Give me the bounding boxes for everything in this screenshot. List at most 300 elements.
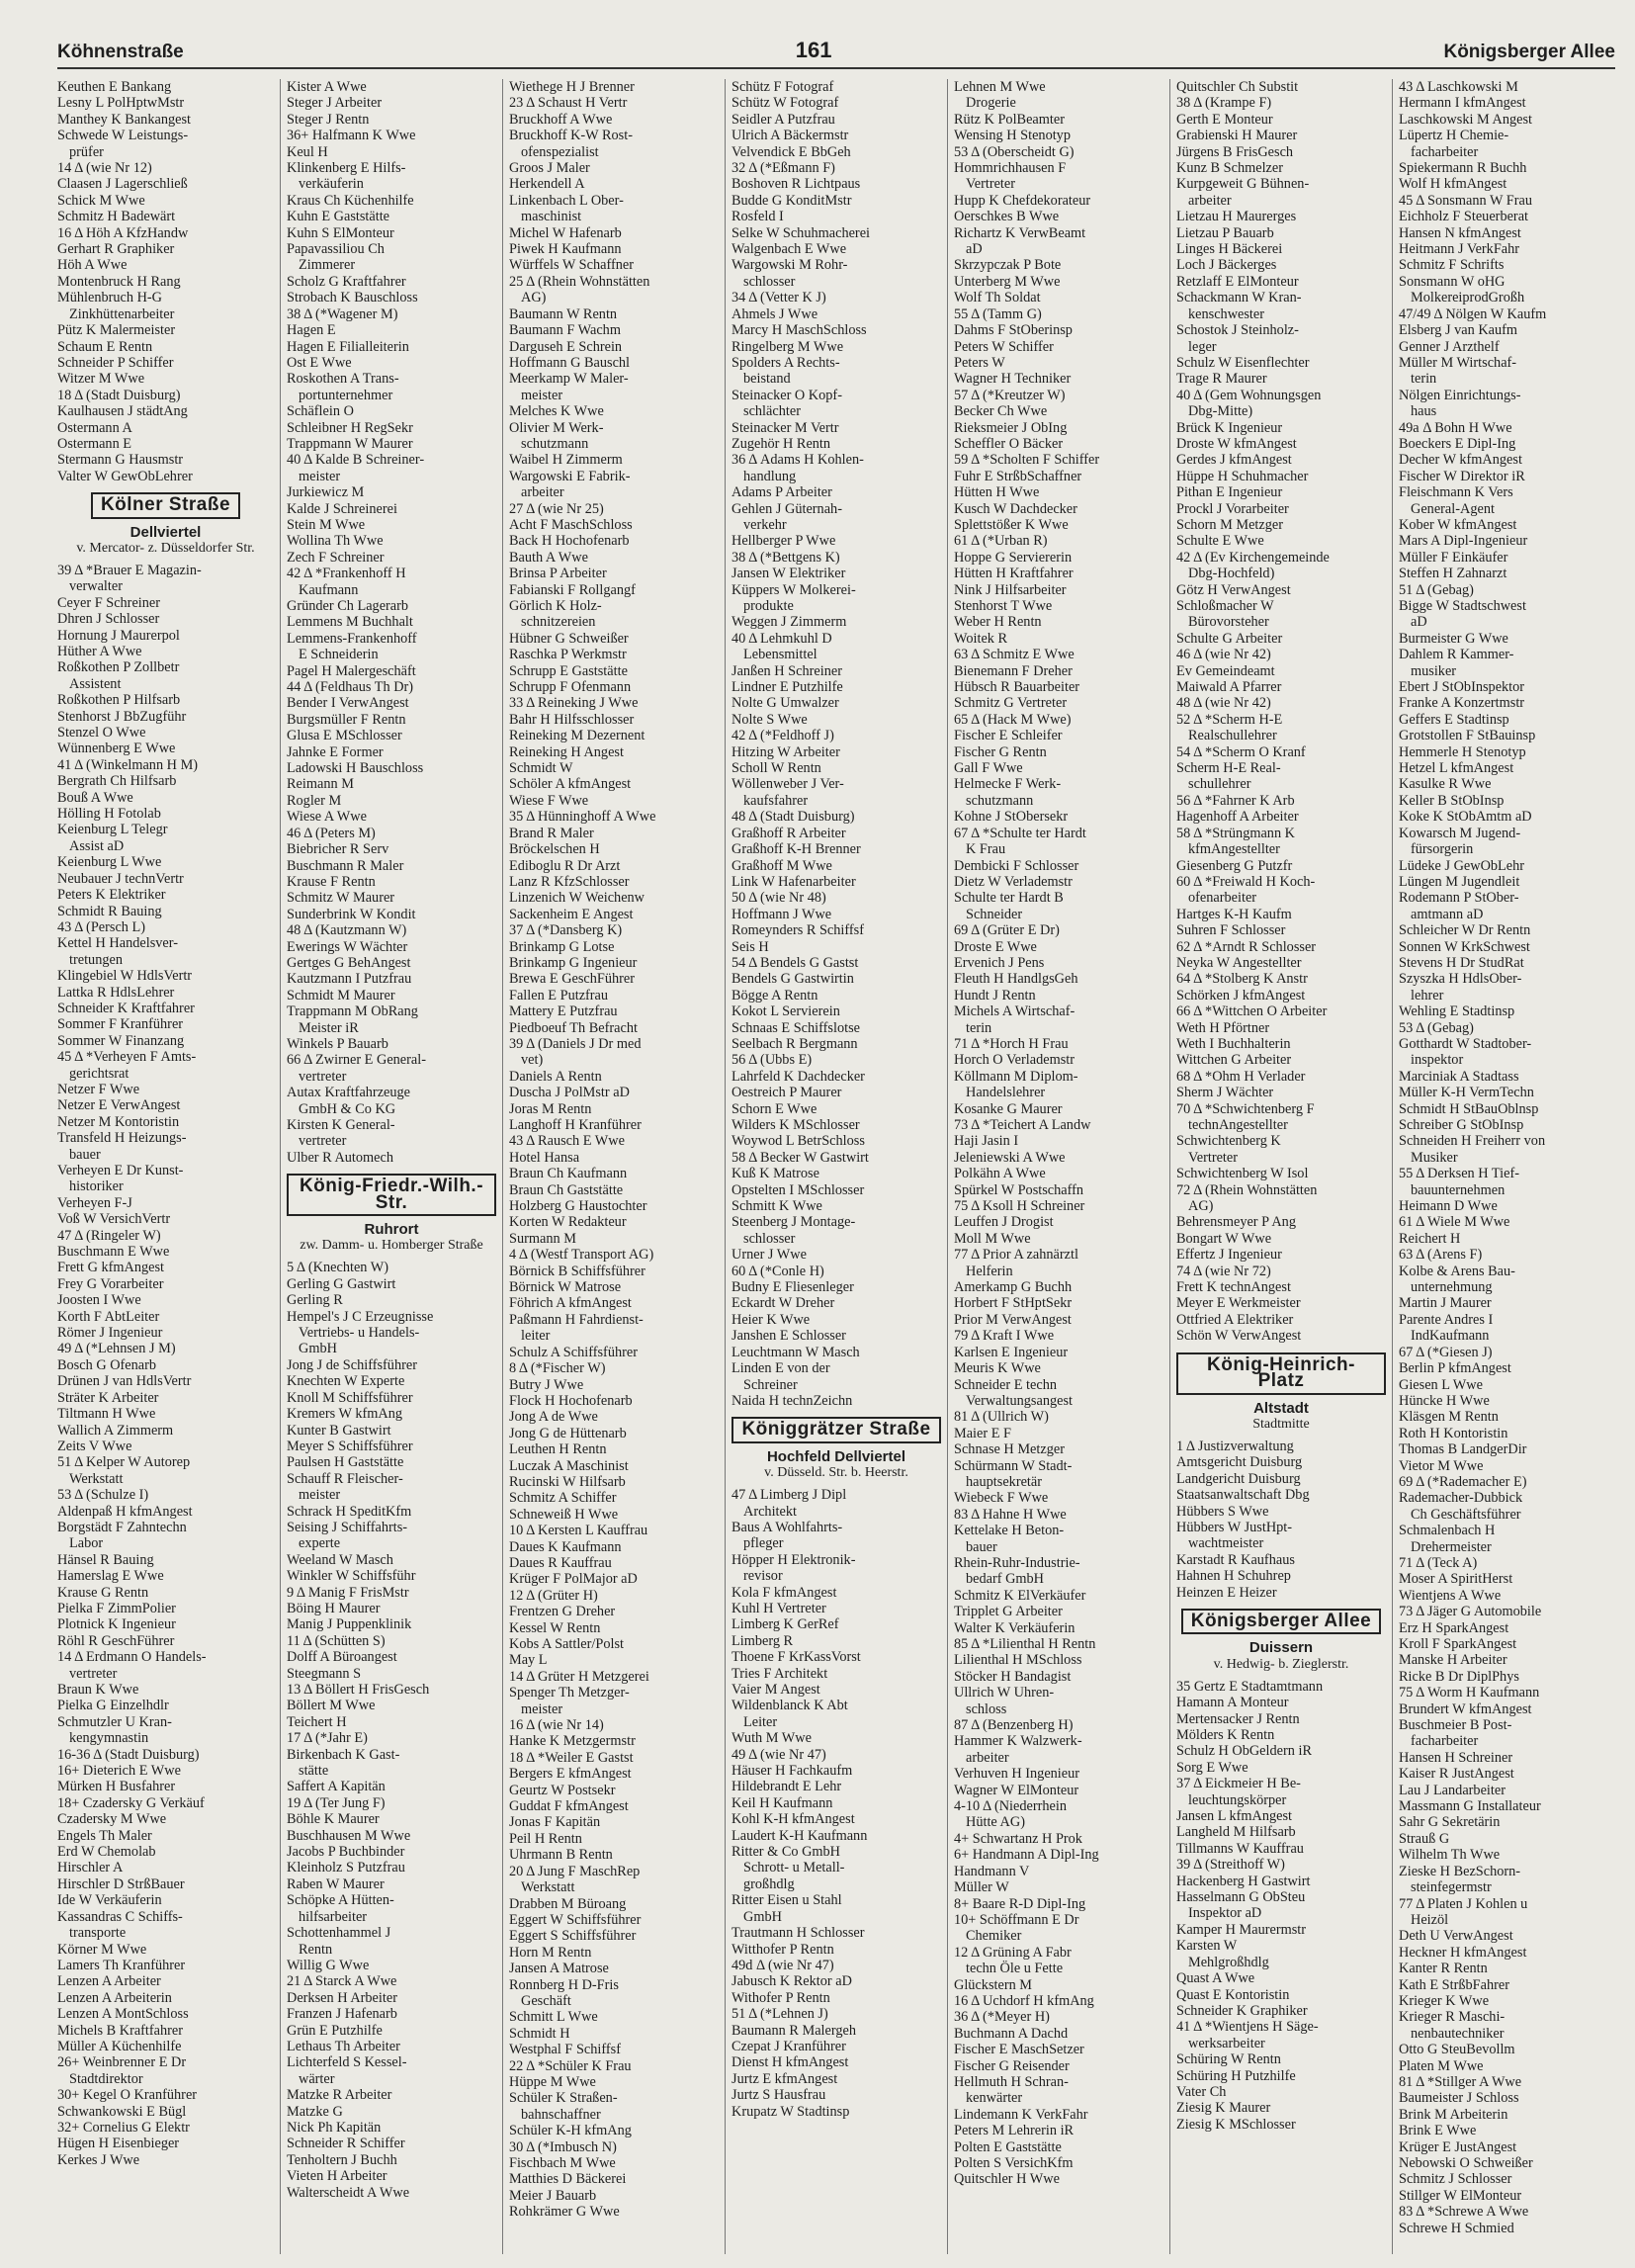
directory-entry: wärter <box>299 2070 335 2087</box>
directory-entry: Lüpertz H Chemie- <box>1399 128 1509 144</box>
directory-entry: Vieten H Arbeiter <box>287 2168 387 2185</box>
directory-entry: Schulte ter Hardt B <box>954 890 1064 907</box>
directory-entry: Krause G Rentn <box>57 1584 149 1601</box>
directory-entry: Parente Andres I <box>1399 1311 1494 1328</box>
directory-entry: Müller M Wirtschaf- <box>1399 354 1517 371</box>
directory-entry: Schloßmacher W <box>1176 598 1274 614</box>
directory-entry: Schneider E techn <box>954 1376 1058 1393</box>
directory-entry: leiter <box>521 1328 551 1345</box>
directory-entry: Olivier M Werk- <box>509 419 604 436</box>
directory-entry: 36 Δ Adams H Kohlen- <box>731 452 864 469</box>
directory-entry: 20 Δ Jung F MaschRep <box>509 1863 641 1879</box>
directory-entry: Sträter K Arbeiter <box>57 1389 159 1406</box>
directory-entry: transporte <box>69 1925 127 1942</box>
directory-entry: Saffert A Kapitän <box>287 1779 386 1795</box>
directory-entry: Giesenberg G Putzfr <box>1176 857 1293 874</box>
directory-entry: Mürken H Busfahrer <box>57 1779 176 1795</box>
directory-entry: Scheffler O Bäcker <box>954 435 1064 452</box>
directory-entry: Weth I Buchhalterin <box>1176 1035 1291 1052</box>
directory-entry: Stenhorst T Wwe <box>954 598 1053 614</box>
directory-entry: Architekt <box>743 1503 797 1520</box>
directory-entry: Roth H Kontoristin <box>1399 1425 1508 1441</box>
directory-entry: 65 Δ (Hack M Wwe) <box>954 711 1072 728</box>
directory-entry: Mertensacker J Rentn <box>1176 1710 1300 1727</box>
directory-entry: 16 Δ Uchdorf H kfmAng <box>954 1992 1094 2009</box>
directory-entry: Werkstatt <box>521 1879 575 1896</box>
directory-entry: Grabienski H Maurer <box>1176 128 1298 144</box>
directory-entry: Böhle K Maurer <box>287 1811 380 1828</box>
directory-entry: 49a Δ Bohn H Wwe <box>1399 419 1512 436</box>
directory-entry: Köllmann M Diplom- <box>954 1068 1078 1085</box>
directory-entry: Stermann G Hausmstr <box>57 452 184 469</box>
directory-entry: Fleischmann K Vers <box>1399 484 1513 501</box>
directory-entry: maschinist <box>521 209 582 225</box>
directory-entry: Schüler K-H kfmAng <box>509 2123 632 2139</box>
directory-entry: Haji Jasin I <box>954 1133 1019 1150</box>
directory-entry: Werkstatt <box>69 1470 124 1487</box>
directory-entry: Lindner E Putzhilfe <box>731 679 843 696</box>
directory-entry: Seising J Schiffahrts- <box>287 1519 408 1535</box>
directory-entry: Fischer W Direktor iR <box>1399 468 1525 484</box>
directory-entry: Erd W Chemolab <box>57 1844 156 1861</box>
directory-entry: 73 Δ *Teichert A Landw <box>954 1117 1091 1133</box>
directory-entry: Matzke G <box>287 2103 343 2120</box>
directory-entry: Geurtz W Postsekr <box>509 1782 616 1798</box>
directory-entry: AG) <box>521 290 547 306</box>
directory-entry: Jabusch K Rektor aD <box>731 1973 852 1990</box>
directory-entry: Polten S VersichKfm <box>954 2155 1074 2171</box>
directory-entry: Schnaas E Schiffslotse <box>731 1019 860 1036</box>
directory-entry: Behrensmeyer P Ang <box>1176 1214 1296 1231</box>
directory-entry: Kläsgen M Rentn <box>1399 1409 1499 1426</box>
directory-entry: Sherm J Wächter <box>1176 1085 1274 1101</box>
directory-entry: Ronnberg H D-Fris <box>509 1976 619 1993</box>
directory-entry: Berlin P kfmAngest <box>1399 1360 1511 1377</box>
directory-entry: Drünen J van HdlsVertr <box>57 1373 192 1390</box>
directory-entry: Hamann A Monteur <box>1176 1695 1289 1711</box>
directory-entry: Schottenhammel J <box>287 1925 391 1942</box>
directory-entry: Oerschkes B Wwe <box>954 209 1060 225</box>
directory-entry: 61 Δ Wiele M Wwe <box>1399 1214 1510 1231</box>
directory-entry: Staatsanwaltschaft Dbg <box>1176 1487 1310 1504</box>
directory-entry: Koke K StObAmtm aD <box>1399 809 1532 826</box>
directory-entry: 33 Δ Reineking J Wwe <box>509 695 639 712</box>
directory-entry: Ringelberg M Wwe <box>731 338 844 355</box>
directory-entry: meister <box>299 468 341 484</box>
directory-entry: Joras M Rentn <box>509 1100 592 1117</box>
directory-entry: Hetzel L kfmAngest <box>1399 760 1514 777</box>
directory-entry: Fuhr E StrßbSchaffner <box>954 468 1082 484</box>
directory-entry: Bergrath Ch Hilfsarb <box>57 773 177 790</box>
directory-entry: Rademacher-Dubbick <box>1399 1490 1523 1507</box>
directory-entry: Verheyen E Dr Kunst- <box>57 1163 184 1178</box>
directory-entry: Burgsmüller F Rentn <box>287 711 406 728</box>
directory-entry: Böing H Maurer <box>287 1600 381 1616</box>
directory-entry: Walter K Verkäuferin <box>954 1619 1076 1636</box>
directory-entry: Sommer W Finanzang <box>57 1032 185 1049</box>
directory-entry: Handmann V <box>954 1863 1030 1879</box>
directory-entry: Vertreter <box>1188 1149 1239 1166</box>
directory-entry: Limberg K GerRef <box>731 1616 839 1633</box>
directory-entry: 32 Δ (*Eßmann F) <box>731 160 835 177</box>
directory-entry: Ulrich A Bäckermstr <box>731 128 849 144</box>
directory-entry: Röhl R GeschFührer <box>57 1632 175 1649</box>
directory-entry: Schmidt W <box>509 760 573 777</box>
directory-entry: Schackmann W Kran- <box>1176 290 1302 306</box>
directory-entry: Nölgen Einrichtungs- <box>1399 387 1521 403</box>
directory-entry: Woitek R <box>954 630 1008 647</box>
directory-entry: Limberg R <box>731 1632 794 1649</box>
directory-entry: Klingebiel W HdlsVertr <box>57 968 193 985</box>
directory-entry: Schrott- u Metall- <box>743 1860 845 1876</box>
directory-entry: Acht F MaschSchloss <box>509 516 633 533</box>
district-note: Stadtmitte <box>1252 1416 1310 1432</box>
directory-entry: Steger J Arbeiter <box>287 95 383 112</box>
directory-entry: Schulz A Schiffsführer <box>509 1344 638 1360</box>
directory-entry: Buschmann R Maler <box>287 857 404 874</box>
directory-entry: nenbautechniker <box>1411 2025 1505 2042</box>
directory-entry: Dietz W Verlademstr <box>954 873 1073 890</box>
directory-entry: Gerdes J kfmAngest <box>1176 452 1292 469</box>
directory-entry: Heitmann J VerkFahr <box>1399 241 1520 258</box>
directory-entry: Glückstern M <box>954 1976 1033 1993</box>
directory-entry: 46 Δ (wie Nr 42) <box>1176 647 1271 663</box>
directory-entry: Höpper H Elektronik- <box>731 1551 856 1568</box>
directory-entry: Duscha J PolMstr aD <box>509 1085 630 1101</box>
directory-entry: 57 Δ (*Kreutzer W) <box>954 387 1066 403</box>
directory-entry: Stenhorst J BbZugführ <box>57 708 187 725</box>
directory-entry: Lemmens-Frankenhoff <box>287 630 417 647</box>
directory-entry: Lattka R HdlsLehrer <box>57 984 175 1001</box>
directory-entry: 77 Δ Platen J Kohlen u <box>1399 1895 1528 1912</box>
directory-entry: Joosten I Wwe <box>57 1292 141 1309</box>
directory-entry: musiker <box>1411 662 1457 679</box>
directory-entry: 53 Δ (Oberscheidt G) <box>954 143 1075 160</box>
directory-entry: Sunderbrink W Kondit <box>287 906 416 922</box>
directory-entry: General-Agent <box>1411 500 1495 517</box>
directory-entry: Gall F Wwe <box>954 760 1023 777</box>
directory-entry: Schulz W Eisenflechter <box>1176 354 1310 371</box>
directory-entry: arbeiter <box>966 1749 1009 1766</box>
directory-entry: Kolbe & Arens Bau- <box>1399 1263 1515 1279</box>
directory-entry: Kowarsch M Jugend- <box>1399 825 1521 841</box>
directory-entry: 40 Δ Lehmkuhl D <box>731 630 832 647</box>
directory-entry: Bahr H Hilfsschlosser <box>509 711 635 728</box>
directory-entry: Leuchtmann W Masch <box>731 1344 860 1360</box>
directory-entry: Hüther A Wwe <box>57 644 142 659</box>
directory-entry: Lenzen A MontSchloss <box>57 2006 189 2023</box>
directory-entry: Gerhart R Graphiker <box>57 241 175 258</box>
directory-entry: 16+ Dieterich E Wwe <box>57 1763 181 1780</box>
directory-entry: Hagenhoff A Arbeiter <box>1176 809 1299 826</box>
directory-entry: Horch O Verlademstr <box>954 1052 1076 1069</box>
directory-entry: Schaum E Rentn <box>57 338 153 355</box>
directory-entry: Engels Th Maler <box>57 1827 152 1844</box>
directory-entry: Pithan E Ingenieur <box>1176 484 1283 501</box>
directory-entry: Guddat F kfmAngest <box>509 1798 629 1815</box>
directory-entry: 35 Δ Hünninghoff A Wwe <box>509 809 656 826</box>
directory-entry: Linden E von der <box>731 1360 830 1377</box>
directory-entry: Schulte E Wwe <box>1176 533 1264 550</box>
directory-entry: Brand R Maler <box>509 825 594 841</box>
directory-entry: Frett G kfmAngest <box>57 1260 165 1276</box>
directory-entry: Baumann R Malergeh <box>731 2022 856 2039</box>
directory-entry: Jong J de Schiffsführer <box>287 1356 417 1373</box>
directory-entry: Kirsten K General- <box>287 1117 395 1133</box>
directory-entry: Unterberg M Wwe <box>954 273 1061 290</box>
directory-entry: Kobs A Sattler/Polst <box>509 1636 624 1652</box>
directory-entry: Dolff A Büroangest <box>287 1649 397 1666</box>
directory-entry: Vertriebs- u Handels- <box>299 1325 420 1342</box>
directory-entry: schutzmann <box>521 435 589 452</box>
directory-entry: 39 Δ (Streithoff W) <box>1176 1857 1285 1874</box>
columns-container <box>57 79 1615 2254</box>
directory-entry: Heckner H kfmAngest <box>1399 1944 1527 1961</box>
directory-entry: Holzberg G Haustochter <box>509 1198 647 1215</box>
directory-entry: Schneweiß H Wwe <box>509 1506 619 1523</box>
directory-entry: Schmidt R Bauing <box>57 903 162 919</box>
directory-entry: 14 Δ (wie Nr 12) <box>57 160 152 177</box>
directory-entry: Schwede W Leistungs- <box>57 128 189 144</box>
directory-entry: Borgstädt F Zahntechn <box>57 1519 187 1535</box>
directory-entry: Eckardt W Dreher <box>731 1295 835 1312</box>
directory-entry: Dahlem R Kammer- <box>1399 647 1514 663</box>
directory-entry: Marciniak A Stadtass <box>1399 1068 1519 1085</box>
directory-entry: Tripplet G Arbeiter <box>954 1604 1063 1620</box>
directory-entry: Stevens H Dr StudRat <box>1399 954 1524 971</box>
directory-entry: kenschwester <box>1188 305 1265 322</box>
directory-entry: Willig G Wwe <box>287 1957 370 1973</box>
directory-entry: Hermann I kfmAngest <box>1399 95 1526 112</box>
directory-entry: Krüger F PolMajor aD <box>509 1571 638 1588</box>
directory-entry: 77 Δ Prior A zahnärztl <box>954 1247 1078 1264</box>
directory-entry: Bürovorsteher <box>1188 614 1269 631</box>
directory-entry: Hotel Hansa <box>509 1149 580 1166</box>
directory-entry: 41 Δ *Wientjens H Säge- <box>1176 2019 1319 2036</box>
directory-entry: 49d Δ (wie Nr 47) <box>731 1957 834 1973</box>
directory-entry: Manske H Arbeiter <box>1399 1652 1507 1669</box>
directory-entry: Jurkiewicz M <box>287 484 365 501</box>
directory-entry: Baumann F Wachm <box>509 322 621 339</box>
directory-entry: Brewa E GeschFührer <box>509 971 636 988</box>
directory-entry: Horbert F StHptSekr <box>954 1295 1073 1312</box>
directory-entry: Leuthen H Rentn <box>509 1441 607 1458</box>
directory-entry: Piedboeuf Th Befracht <box>509 1019 638 1036</box>
directory-entry: Rütz K PolBeamter <box>954 111 1065 128</box>
directory-entry: Ceyer F Schreiner <box>57 594 161 611</box>
directory-entry: 30+ Kegel O Kranführer <box>57 2087 198 2104</box>
directory-entry: Prior M VerwAngest <box>954 1311 1072 1328</box>
directory-entry: Vertreter <box>966 176 1016 193</box>
directory-entry: Neyka W Angestellter <box>1176 954 1302 971</box>
directory-entry: Dembicki F Schlosser <box>954 857 1079 874</box>
directory-entry: Bendels G Gastwirtin <box>731 971 854 988</box>
directory-entry: 62 Δ *Arndt R Schlosser <box>1176 938 1317 955</box>
directory-entry: 69 Δ (*Rademacher E) <box>1399 1473 1527 1490</box>
directory-entry: Kunter B Gastwirt <box>287 1422 391 1439</box>
directory-entry: 59 Δ *Scholten F Schiffer <box>954 452 1100 469</box>
directory-entry: revisor <box>743 1568 783 1585</box>
directory-entry: Schwichtenberg K <box>1176 1133 1281 1150</box>
directory-entry: Pielka G Einzelhdlr <box>57 1698 169 1714</box>
directory-entry: lehrer <box>1411 987 1444 1003</box>
directory-entry: Trautmann H Schlosser <box>731 1925 865 1942</box>
directory-entry: Martin J Maurer <box>1399 1295 1492 1312</box>
directory-entry: 25 Δ (Rhein Wohnstätten <box>509 273 650 290</box>
directory-entry: Hammer K Walzwerk- <box>954 1733 1082 1750</box>
directory-entry: Helmecke F Werk- <box>954 776 1062 793</box>
directory-entry: 58 Δ *Strüngmann K <box>1176 825 1296 841</box>
directory-entry: Jürgens B FrisGesch <box>1176 143 1294 160</box>
directory-entry: Derksen H Arbeiter <box>287 1989 397 2006</box>
directory-entry: Plotnick K Ingenieur <box>57 1616 176 1633</box>
directory-entry: Korten W Redakteur <box>509 1214 627 1231</box>
directory-entry: stätte <box>299 1763 329 1780</box>
directory-entry: Ricke B Dr DiplPhys <box>1399 1668 1519 1685</box>
directory-entry: Fischbach M Wwe <box>509 2155 616 2171</box>
directory-entry: 87 Δ (Benzenberg H) <box>954 1717 1074 1734</box>
directory-entry: Brinkamp G Lotse <box>509 938 615 955</box>
directory-entry: Paßmann H Fahrdienst- <box>509 1311 644 1328</box>
directory-entry: Lahrfeld K Dachdecker <box>731 1068 865 1085</box>
directory-entry: 13 Δ Böllert H FrisGesch <box>287 1682 430 1698</box>
directory-entry: Realschullehrer <box>1188 728 1277 744</box>
directory-entry: Hemmerle H Stenotyp <box>1399 743 1526 760</box>
directory-entry: Buchmann A Dachd <box>954 2025 1069 2042</box>
directory-entry: Winkler W Schiffsführ <box>287 1568 416 1585</box>
directory-entry: Häuser H Fachkaufm <box>731 1763 853 1780</box>
directory-entry: GmbH & Co KG <box>299 1100 396 1117</box>
directory-entry: 30 Δ (*Imbusch N) <box>509 2138 617 2155</box>
directory-entry: 16 Δ Höh A KfzHandw <box>57 224 189 241</box>
directory-entry: Wehling E Stadtinsp <box>1399 1003 1515 1020</box>
directory-entry: Zimmerer <box>299 257 356 274</box>
directory-entry: Urner J Wwe <box>731 1247 807 1264</box>
directory-entry: Adams P Arbeiter <box>731 484 832 501</box>
directory-entry: Schmidt H StBauOblnsp <box>1399 1100 1539 1117</box>
directory-entry: Maier E F <box>954 1425 1011 1441</box>
directory-entry: Seelbach R Bergmann <box>731 1035 858 1052</box>
directory-entry: Lesny L PolHptwMstr <box>57 95 185 112</box>
directory-entry: Leiter <box>743 1713 778 1730</box>
directory-entry: Meuris K Wwe <box>954 1360 1041 1377</box>
directory-entry: Schneider P Schiffer <box>57 354 174 371</box>
directory-entry: Jansen L kfmAngest <box>1176 1808 1292 1825</box>
directory-entry: 47/49 Δ Nölgen W Kaufm <box>1399 305 1547 322</box>
directory-entry: Vater Ch <box>1176 2083 1227 2100</box>
directory-entry: 72 Δ (Rhein Wohnstätten <box>1176 1181 1318 1198</box>
directory-entry: Surmann M <box>509 1230 576 1247</box>
directory-entry: 34 Δ (Vetter K J) <box>731 290 826 306</box>
directory-entry: Schmitz F Schrifts <box>1399 257 1505 274</box>
directory-entry: ofenspezialist <box>521 143 599 160</box>
directory-entry: Opstelten I MSchlosser <box>731 1181 865 1198</box>
directory-entry: Michels B Kraftfahrer <box>57 2022 184 2039</box>
directory-entry: Graßhoff K-H Brenner <box>731 841 861 858</box>
directory-entry: Raschka P Werkmstr <box>509 647 627 663</box>
directory-entry: Hempel's J C Erzeugnisse <box>287 1308 434 1325</box>
directory-entry: Matthies D Bäckerei <box>509 2171 627 2188</box>
directory-entry: Butry J Wwe <box>509 1376 584 1393</box>
directory-entry: 54 Δ *Scherm O Kranf <box>1176 743 1306 760</box>
directory-entry: Elsberg J van Kaufm <box>1399 322 1518 339</box>
directory-entry: Suhren F Schlosser <box>1176 922 1286 939</box>
directory-entry: Schwichtenberg W Isol <box>1176 1166 1309 1182</box>
directory-entry: Lenzen A Arbeiter <box>57 1973 161 1990</box>
directory-entry: Karsten W <box>1176 1938 1238 1955</box>
directory-entry: 14 Δ Erdmann O Handels- <box>57 1649 207 1666</box>
directory-entry: 69 Δ (Grüter E Dr) <box>954 922 1060 939</box>
directory-entry: Graßhoff M Wwe <box>731 857 832 874</box>
directory-entry: Thoene F KrKassVorst <box>731 1649 861 1666</box>
directory-entry: 74 Δ (wie Nr 72) <box>1176 1263 1271 1279</box>
directory-entry: Keienburg L Wwe <box>57 854 162 871</box>
directory-entry: 47 Δ Limberg J Dipl <box>731 1487 847 1504</box>
directory-entry: 42 Δ (Ev Kirchengemeinde <box>1176 549 1330 566</box>
directory-entry: Wiese A Wwe <box>287 809 367 826</box>
directory-entry: Lüngen M Jugendleit <box>1399 873 1520 890</box>
directory-entry: Wöllenweber J Ver- <box>731 776 844 793</box>
directory-entry: Peters W Schiffer <box>954 338 1054 355</box>
directory-entry: Erz H SparkAngest <box>1399 1619 1509 1636</box>
street-title: König-Heinrich-Platz <box>1176 1352 1386 1395</box>
directory-entry: Lethaus Th Arbeiter <box>287 2038 400 2054</box>
directory-entry: Kister A Wwe <box>287 79 367 95</box>
directory-entry: Biebricher R Serv <box>287 841 389 858</box>
directory-entry: Ostermann E <box>57 435 132 452</box>
directory-entry: schloss <box>966 1701 1007 1717</box>
directory-entry: Schneider R Schiffer <box>287 2136 405 2152</box>
directory-entry: Jong G de Hüttenarb <box>509 1425 627 1441</box>
directory-entry: Schmitz G Vertreter <box>954 695 1068 712</box>
directory-entry: 75 Δ Worm H Kaufmann <box>1399 1685 1540 1701</box>
directory-entry: Wensing H Stenotyp <box>954 128 1071 144</box>
directory-entry: Franke A Konzertmstr <box>1399 695 1525 712</box>
directory-entry: Bauth A Wwe <box>509 549 588 566</box>
directory-entry: Hütte AG) <box>966 1814 1025 1831</box>
directory-entry: Verheyen F-J <box>57 1194 132 1211</box>
directory-entry: Schütz F Fotograf <box>731 79 834 95</box>
directory-entry: Verwaltungsangest <box>966 1392 1073 1409</box>
directory-entry: Baus A Wohlfahrts- <box>731 1519 843 1535</box>
directory-entry: Wargowski M Rohr- <box>731 257 848 274</box>
directory-entry: Sonnen W KrkSchwest <box>1399 938 1530 955</box>
directory-entry: Schreiber G StObInsp <box>1399 1117 1524 1133</box>
directory-entry: Kessel W Rentn <box>509 1619 601 1636</box>
directory-entry: Sorg E Wwe <box>1176 1759 1248 1776</box>
directory-entry: Jansen A Matrose <box>509 1961 609 1977</box>
directory-entry: Schrewe H Schmied <box>1399 2220 1514 2236</box>
directory-entry: Langhoff H Kranführer <box>509 1117 642 1133</box>
directory-entry: Keul H <box>287 143 328 160</box>
directory-entry: Schwankowski E Bügl <box>57 2103 187 2120</box>
directory-entry: Hügen H Eisenbieger <box>57 2136 180 2152</box>
directory-entry: Budny E Fliesenleger <box>731 1279 854 1296</box>
directory-entry: Ottfried A Elektriker <box>1176 1311 1294 1328</box>
directory-entry: Dhren J Schlosser <box>57 611 160 628</box>
directory-entry: Bögge A Rentn <box>731 987 818 1003</box>
directory-entry: Kokot L Servierein <box>731 1003 840 1020</box>
directory-entry: Reimann M <box>287 776 354 793</box>
directory-entry: 43 Δ (Persch L) <box>57 918 146 935</box>
directory-entry: Wildenblanck K Abt <box>731 1698 848 1714</box>
directory-entry: Keuthen E Bankang <box>57 79 172 95</box>
street-title: Kölner Straße <box>91 492 240 518</box>
directory-entry: Schmidt H <box>509 2025 570 2042</box>
directory-entry: 9 Δ Manig F FrisMstr <box>287 1584 409 1601</box>
directory-entry: Trappmann W Maurer <box>287 435 413 452</box>
directory-entry: Fallen E Putzfrau <box>509 987 609 1003</box>
